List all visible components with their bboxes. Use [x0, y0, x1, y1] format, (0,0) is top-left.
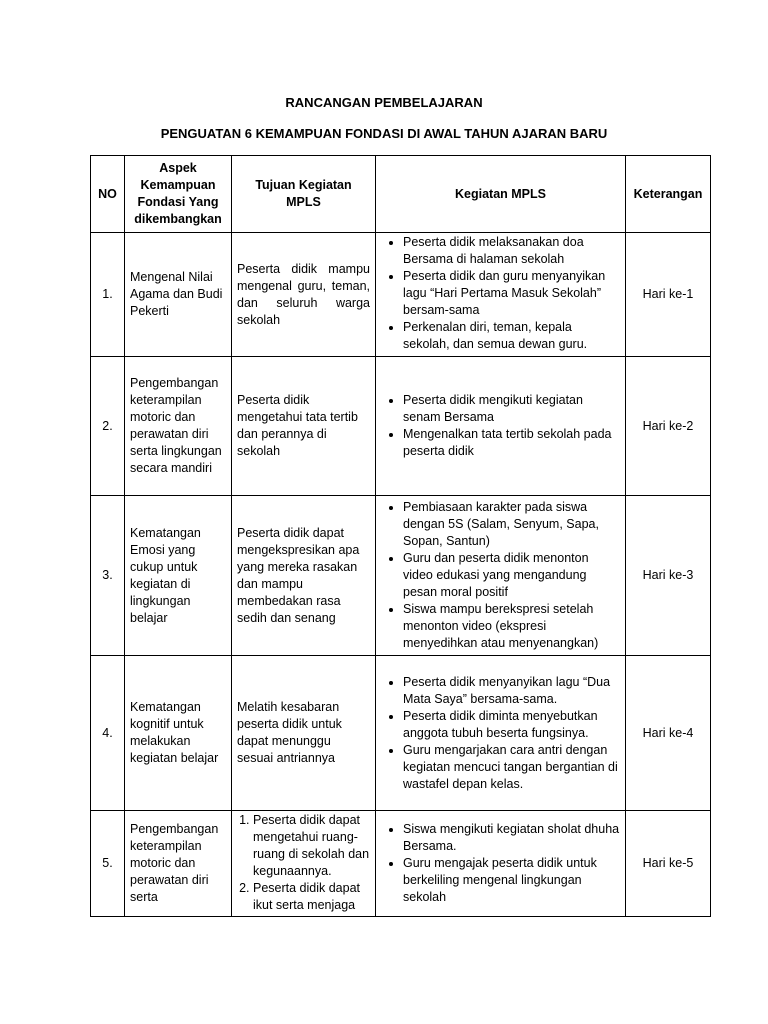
list-item: • Peserta didik melaksanakan doa Bersama di halaman sekolah: [403, 234, 620, 268]
row-kegiatan: [376, 811, 626, 917]
row-tujuan: Peserta didik mampu mengenal guru, teman, dan seluruh warga sekolah: [232, 233, 376, 357]
list-item: • Guru dan peserta didik menonton video edukasi yang mengandung pesan moral positif: [403, 550, 620, 601]
table-row: [91, 656, 711, 811]
kegiatan-list: [381, 674, 620, 793]
list-item: • Peserta didik diminta menyebutkan anggota tubuh beserta fungsinya.: [403, 708, 620, 742]
row-tujuan: Melatih kesabaran peserta didik untuk dapat menunggu sesuai antriannya: [232, 656, 376, 811]
list-item: • Siswa mampu berekspresi setelah menonton video (ekspresi menyedihkan atau menyenangkan): [403, 601, 620, 652]
header-kegiatan: Kegiatan MPLS: [376, 156, 626, 233]
list-item: • Peserta didik dan guru menyanyikan lagu “Hari Pertama Masuk Sekolah” bersam-sama: [403, 268, 620, 319]
row-aspek: Pengembangan keterampilan motoric dan perawatan diri serta: [125, 811, 232, 917]
table-row: [91, 811, 711, 917]
table-row: [91, 233, 711, 357]
row-kegiatan: [376, 496, 626, 656]
list-item: 2. Peserta didik dapat ikut serta menjaga: [253, 880, 370, 914]
table-row: [91, 496, 711, 656]
mpls-table: [90, 155, 711, 917]
row-aspek: Kematangan Emosi yang cukup untuk kegiatan di lingkungan belajar: [125, 496, 232, 656]
list-item: • Guru mengajak peserta didik untuk berkeliling mengenal lingkungan sekolah: [403, 855, 620, 906]
list-item: • Guru mengarjakan cara antri dengan kegiatan mencuci tangan bergantian di wastafel depan kelas.: [403, 742, 620, 793]
kegiatan-list: [381, 499, 620, 652]
kegiatan-list: [381, 821, 620, 906]
kegiatan-list: [381, 234, 620, 353]
list-item: • Peserta didik menyanyikan lagu “Dua Mata Saya” bersama-sama.: [403, 674, 620, 708]
row-aspek: Mengenal Nilai Agama dan Budi Pekerti: [125, 233, 232, 357]
list-item: • Pembiasaan karakter pada siswa dengan 5S (Salam, Senyum, Sapa, Sopan, Santun): [403, 499, 620, 550]
document-title: RANCANGAN PEMBELAJARAN: [285, 95, 483, 110]
row-keterangan: Hari ke-3: [626, 496, 711, 656]
document-subtitle: PENGUATAN 6 KEMAMPUAN FONDASI DI AWAL TAHUN AJARAN BARU: [160, 126, 608, 141]
row-no: 3.: [91, 496, 125, 656]
list-item: • Perkenalan diri, teman, kepala sekolah, dan semua dewan guru.: [403, 319, 620, 353]
row-no: 2.: [91, 357, 125, 496]
list-item: • Peserta didik mengikuti kegiatan senam Bersama: [403, 392, 620, 426]
kegiatan-list: [381, 392, 620, 460]
row-keterangan: Hari ke-5: [626, 811, 711, 917]
row-tujuan: Peserta didik dapat mengekspresikan apa yang mereka rasakan dan mampu membedakan rasa sedih dan senang: [232, 496, 376, 656]
row-kegiatan: [376, 233, 626, 357]
row-tujuan: [232, 811, 376, 917]
row-keterangan: Hari ke-2: [626, 357, 711, 496]
row-aspek: Pengembangan keterampilan motoric dan perawatan diri serta lingkungan secara mandiri: [125, 357, 232, 496]
tujuan-list: [237, 812, 370, 914]
table-row: [91, 357, 711, 496]
row-keterangan: Hari ke-1: [626, 233, 711, 357]
header-aspek: Aspek Kemampuan Fondasi Yang dikembangkan: [125, 156, 232, 233]
row-no: 1.: [91, 233, 125, 357]
header-no: NO: [91, 156, 125, 233]
list-item: • Siswa mengikuti kegiatan sholat dhuha Bersama.: [403, 821, 620, 855]
row-aspek: Kematangan kognitif untuk melakukan kegiatan belajar: [125, 656, 232, 811]
row-kegiatan: [376, 656, 626, 811]
row-no: 5.: [91, 811, 125, 917]
header-keterangan: Keterangan: [626, 156, 711, 233]
list-item: • Mengenalkan tata tertib sekolah pada peserta didik: [403, 426, 620, 460]
row-tujuan: Peserta didik mengetahui tata tertib dan perannya di sekolah: [232, 357, 376, 496]
row-keterangan: Hari ke-4: [626, 656, 711, 811]
row-no: 4.: [91, 656, 125, 811]
table-header-row: [91, 156, 711, 233]
list-item: 1. Peserta didik dapat mengetahui ruang-ruang di sekolah dan kegunaannya.: [253, 812, 370, 880]
header-tujuan: Tujuan Kegiatan MPLS: [232, 156, 376, 233]
row-kegiatan: [376, 357, 626, 496]
